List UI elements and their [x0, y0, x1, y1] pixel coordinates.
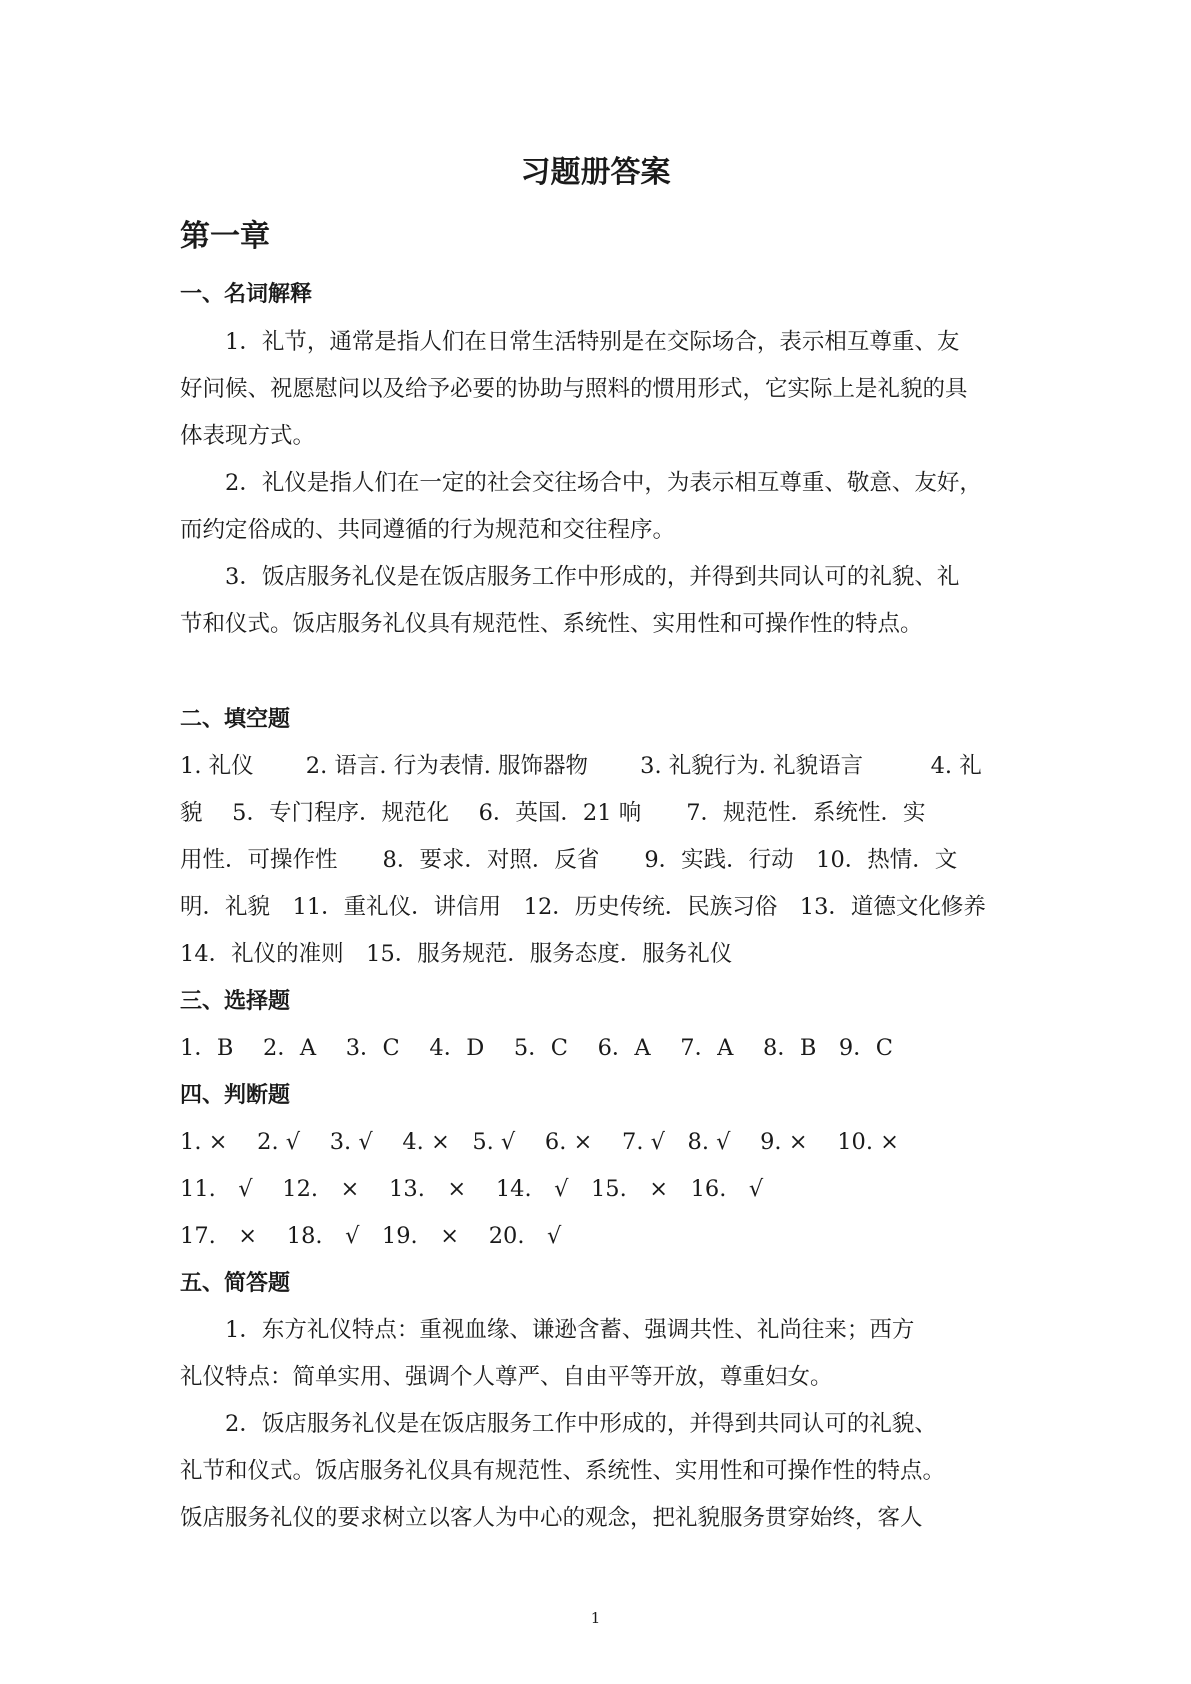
text-line: 饭店服务礼仪的要求树立以客人为中心的观念，把礼貌服务贯穿始终，客人	[180, 1505, 923, 1531]
text-line: 而约定俗成的、共同遵循的行为规范和交往程序。	[180, 517, 676, 543]
text-line: 1．B 2．A 3．C 4．D 5．C 6．A 7．A 8．B 9．C	[180, 1035, 893, 1061]
page-number: 1	[590, 1609, 601, 1627]
page-title: 习题册答案	[520, 155, 671, 190]
text-line: 11. √ 12. × 13. × 14. √ 15. × 16. √	[180, 1176, 764, 1202]
text-line: 明．礼貌 11．重礼仪．讲信用 12．历史传统．民族习俗 13．道德文化修养	[180, 894, 986, 920]
text-line: 17. × 18. √ 19. × 20. √	[180, 1223, 562, 1249]
text-line: 2．礼仪是指人们在一定的社会交往场合中，为表示相互尊重、敬意、友好，	[225, 470, 982, 496]
text-line: 礼节和仪式。饭店服务礼仪具有规范性、系统性、实用性和可操作性的特点。	[180, 1458, 946, 1484]
text-line: 2．饭店服务礼仪是在饭店服务工作中形成的，并得到共同认可的礼貌、	[225, 1411, 937, 1437]
text-line: 貌 5．专门程序．规范化 6．英国．21 响 7．规范性．系统性．实	[180, 800, 926, 826]
text-line: 好问候、祝愿慰问以及给予必要的协助与照料的惯用形式，它实际上是礼貌的具	[180, 376, 968, 402]
text-line: 1．礼节，通常是指人们在日常生活特别是在交际场合，表示相互尊重、友	[225, 329, 960, 355]
section-heading-short-answer: 五、简答题	[180, 1270, 291, 1296]
text-line: 礼仪特点：简单实用、强调个人尊严、自由平等开放，尊重妇女。	[180, 1364, 833, 1390]
section-heading-fill-in: 二、填空题	[180, 706, 291, 732]
text-line: 用性．可操作性 8．要求．对照．反省 9．实践．行动 10．热情．文	[180, 847, 958, 873]
chapter-heading: 第一章	[180, 219, 270, 254]
section-heading-definitions: 一、名词解释	[180, 281, 313, 307]
text-line: 体表现方式。	[180, 423, 316, 449]
text-line: 3．饭店服务礼仪是在饭店服务工作中形成的，并得到共同认可的礼貌、礼	[225, 564, 960, 590]
section-heading-choice: 三、选择题	[180, 988, 291, 1014]
section-heading-judgement: 四、判断题	[180, 1082, 291, 1108]
text-line: 节和仪式。饭店服务礼仪具有规范性、系统性、实用性和可操作性的特点。	[180, 611, 923, 637]
text-line: 1．东方礼仪特点：重视血缘、谦逊含蓄、强调共性、礼尚往来；西方	[225, 1317, 915, 1343]
text-line: 14．礼仪的准则 15．服务规范．服务态度．服务礼仪	[180, 941, 733, 967]
text-line: 1. 礼仪 2. 语言. 行为表情. 服饰器物 3. 礼貌行为. 礼貌语言 4. 礼	[180, 753, 982, 779]
text-line: 1. × 2. √ 3. √ 4. × 5. √ 6. × 7. √ 8. √ 9. × 10. ×	[180, 1129, 900, 1155]
